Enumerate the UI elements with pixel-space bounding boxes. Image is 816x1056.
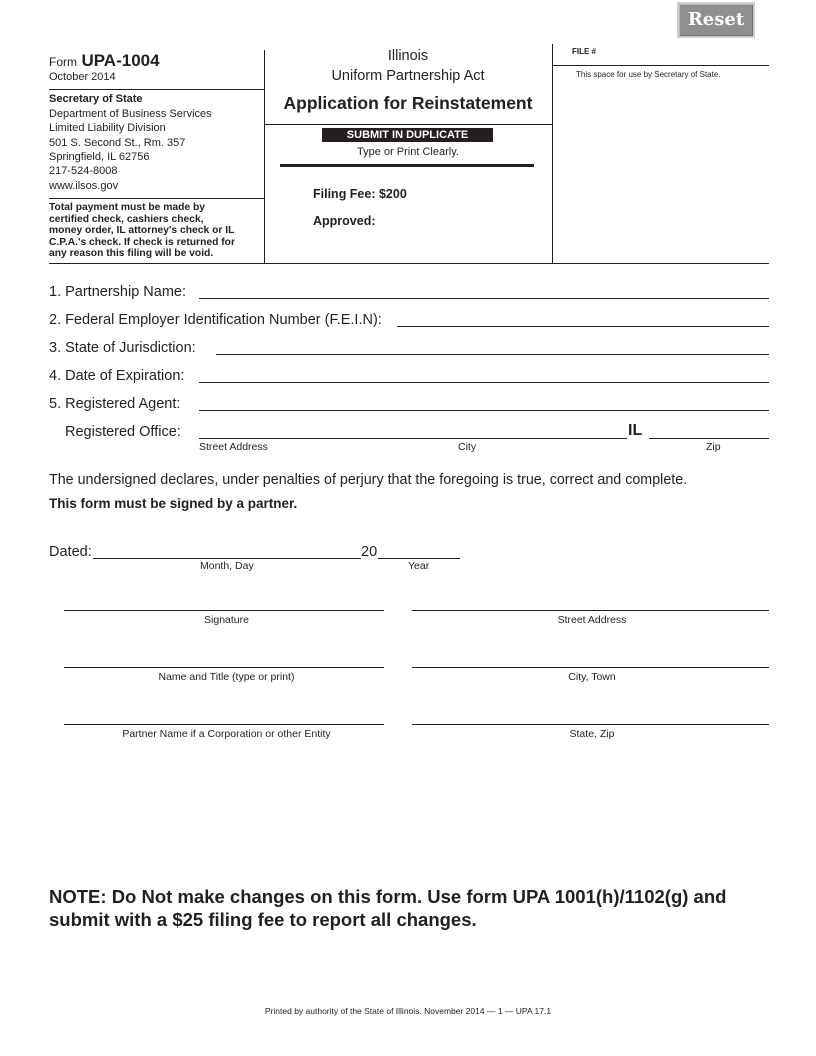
expiration-label: 4. Date of Expiration: <box>49 368 185 384</box>
header-rule-file <box>552 65 769 66</box>
street-address-caption: Street Address <box>199 441 268 453</box>
signed-by-partner-note: This form must be signed by a partner. <box>49 496 298 511</box>
registered-office-label: Registered Office: <box>65 424 181 440</box>
name-title-caption: Name and Title (type or print) <box>158 671 295 683</box>
signature-field[interactable] <box>64 610 384 611</box>
dated-label: Dated: <box>49 544 92 560</box>
form-number: UPA-1004 <box>81 51 160 70</box>
file-number-label: FILE # <box>572 47 597 56</box>
state-il: IL <box>628 422 643 439</box>
header-rule-form <box>49 89 264 90</box>
state-name: Illinois <box>387 48 429 64</box>
dated-year-field[interactable] <box>378 558 460 559</box>
change-note: NOTE: Do Not make changes on this form. Use form UPA 1001(h)/1102(g) and submit with a $25 filing fee to report all changes. <box>49 886 727 930</box>
office-line: 217-524-8008 <box>49 165 118 177</box>
header-rule-bottom <box>49 263 769 264</box>
fein-label: 2. Federal Employer Identification Number (F.E.I.N): <box>49 312 382 328</box>
office-line: Springfield, IL 62756 <box>49 151 150 163</box>
city-town-field[interactable] <box>412 667 769 668</box>
signature-caption: Signature <box>204 614 249 626</box>
registered-agent-label: 5. Registered Agent: <box>49 396 181 412</box>
jurisdiction-label: 3. State of Jurisdiction: <box>49 340 196 356</box>
type-print-note: Type or Print Clearly. <box>357 146 459 158</box>
act-name: Uniform Partnership Act <box>331 68 485 84</box>
partnership-name-label: 1. Partnership Name: <box>49 284 187 300</box>
expiration-field[interactable] <box>199 382 769 383</box>
form-id: Form UPA-1004 <box>49 51 160 70</box>
partnership-name-field[interactable] <box>199 298 769 299</box>
dated-month-day-field[interactable] <box>93 558 361 559</box>
partner-entity-field[interactable] <box>64 724 384 725</box>
city-town-caption: City, Town <box>568 671 616 683</box>
state-zip-caption: State, Zip <box>569 728 615 740</box>
fein-field[interactable] <box>397 326 769 327</box>
submit-in-duplicate-banner: SUBMIT IN DUPLICATE <box>322 128 493 142</box>
state-zip-field[interactable] <box>412 724 769 725</box>
dated-century: 20 <box>361 544 378 560</box>
street-address-field[interactable] <box>412 610 769 611</box>
header-rule-title <box>264 124 552 125</box>
office-name: Secretary of State <box>49 93 143 105</box>
zip-caption: Zip <box>706 441 721 453</box>
header-divider-right <box>552 44 553 264</box>
reset-button[interactable]: Reset <box>677 2 755 38</box>
payment-notice: Total payment must be made by certified check, cashiers check, money order, IL attorney's check or IL C.P.A.'s check. If check is returned for any reason this filing will be void. <box>49 202 235 259</box>
header-thick-rule <box>280 164 534 167</box>
city-caption: City <box>458 441 477 453</box>
office-line: 501 S. Second St., Rm. 357 <box>49 137 186 149</box>
footer-printed-by: Printed by authority of the State of Illinois. November 2014 — 1 — UPA 17.1 <box>264 1006 552 1016</box>
header-rule-payment <box>49 198 264 199</box>
registered-office-address-field[interactable] <box>199 438 627 439</box>
name-title-field[interactable] <box>64 667 384 668</box>
registered-agent-field[interactable] <box>199 410 769 411</box>
form-date: October 2014 <box>49 71 116 83</box>
filing-fee: Filing Fee: $200 <box>313 187 407 201</box>
office-website: www.ilsos.gov <box>49 180 119 192</box>
street-address-sign-caption: Street Address <box>557 614 627 626</box>
month-day-caption: Month, Day <box>200 560 254 572</box>
sos-use-note: This space for use by Secretary of State. <box>576 70 721 79</box>
declaration-text: The undersigned declares, under penalties of perjury that the foregoing is true, correct and complete. <box>49 472 688 488</box>
office-line: Limited Liability Division <box>49 122 166 134</box>
year-caption: Year <box>408 560 430 572</box>
approved-label: Approved: <box>313 214 376 228</box>
partner-entity-caption: Partner Name if a Corporation or other Entity <box>122 728 331 740</box>
office-line: Department of Business Services <box>49 108 212 120</box>
registered-office-zip-field[interactable] <box>649 438 769 439</box>
jurisdiction-field[interactable] <box>216 354 769 355</box>
form-title: Application for Reinstatement <box>283 93 533 113</box>
